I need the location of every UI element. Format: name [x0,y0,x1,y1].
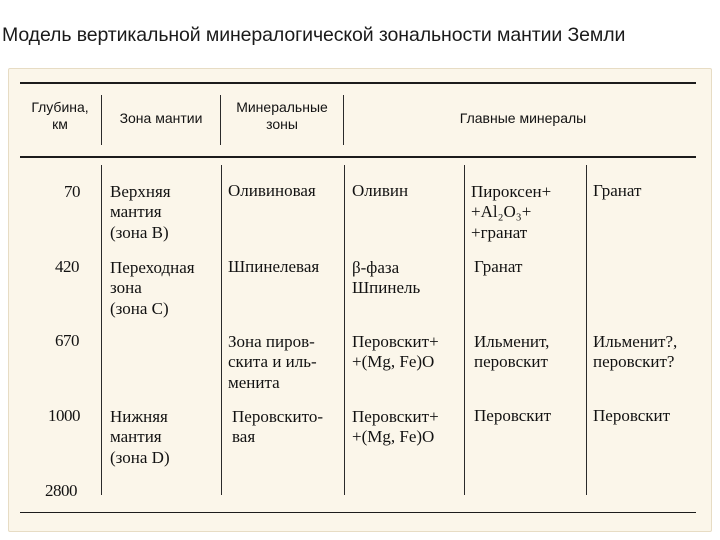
header-main-minerals: Главные минералы [459,110,587,126]
header-mantle-zone: Зона мантии [119,110,203,126]
mineral-zone-pyroxene-ilmenite: Зона пиров- скита и иль- менита [228,332,317,392]
header-divider-1 [101,95,102,145]
mineral-garnet-2: Гранат [474,257,523,276]
mantle-zone-upper: Верхняя мантия (зона B) [110,182,171,242]
table-bottom-rule [20,512,696,513]
table-top-rule [20,82,696,84]
body-divider-3 [344,165,345,495]
body-divider-4 [464,165,465,495]
mineral-perovskite-2: Перовскит [593,406,671,425]
mantle-zonality-table [20,73,700,523]
depth-70: 70 [64,182,80,201]
mineral-zone-olivine: Оливиновая [228,181,316,200]
mineral-perovskite-mgfeo-2: Перовскит+ +(Mg, Fe)O [352,407,439,447]
depth-420: 420 [55,257,79,276]
mineral-ilmenite-perovskite: Ильменит, перовскит [474,332,550,372]
header-divider-3 [343,95,344,145]
header-divider-2 [220,95,221,145]
depth-670: 670 [55,331,79,350]
header-depth: Глубина, км [31,99,89,132]
mineral-olivine: Оливин [352,181,409,200]
mineral-ilmenite-perovskite-uncertain: Ильменит?, перовскит? [593,332,678,372]
depth-1000: 1000 [48,406,80,425]
body-divider-2 [221,165,222,495]
mantle-zone-lower: Нижняя мантия (зона D) [110,407,170,467]
body-divider-1 [101,165,102,495]
mineral-perovskite-1: Перовскит [474,406,552,425]
mineral-garnet-1: Гранат [593,181,642,200]
slide-title: Модель вертикальной минералогической зональности мантии Земли [2,24,626,46]
mineral-beta-phase-spinel: β-фаза Шпинель [352,258,421,298]
body-divider-5 [586,165,587,495]
mineral-perovskite-mgfeo-1: Перовскит+ +(Mg, Fe)O [352,332,439,372]
depth-2800: 2800 [45,481,77,500]
mineral-zone-spinel: Шпинелевая [228,257,320,276]
header-mineral-zones: Минеральные зоны [236,99,328,132]
mantle-zone-transition: Переходная зона (зона C) [110,258,195,318]
mineral-zone-perovskite: Перовскито- вая [232,407,324,447]
table-header-rule [20,156,696,158]
mineral-pyroxene-al2o3-garnet: Пироксен+ +Al₂O₃+ +гранат [471,182,552,242]
